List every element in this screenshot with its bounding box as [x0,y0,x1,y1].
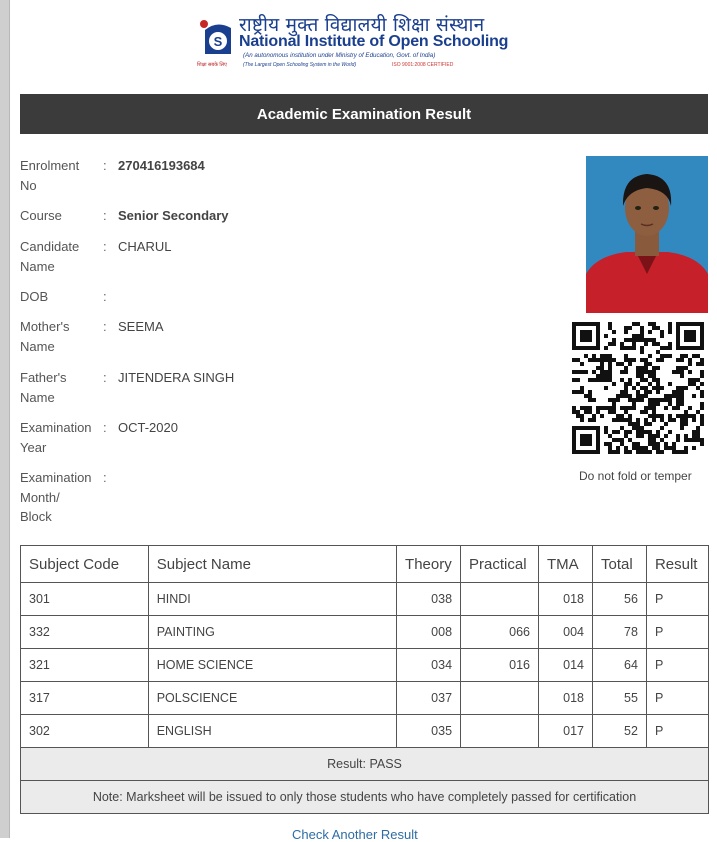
total-marks: 78 [592,616,646,649]
table-header-row [21,546,709,583]
detail-value: OCT-2020 [118,420,178,435]
detail-value: SEEMA [118,319,164,334]
detail-label [20,156,102,195]
subject-name: HOME SCIENCE [148,649,396,682]
detail-colon: : [103,319,107,334]
subject-code: 301 [21,583,149,616]
detail-label-line: No [20,177,37,193]
overall-result: Result: PASS [21,748,709,781]
detail-value: JITENDERA SINGH [118,370,235,385]
detail-label-line: Examination [20,470,92,485]
detail-value: Senior Secondary [118,208,229,223]
practical-marks [461,682,539,715]
detail-label [20,468,102,527]
table-row [21,616,709,649]
result-grade: P [646,616,708,649]
table-row [21,583,709,616]
subject-name: ENGLISH [148,715,396,748]
total-marks: 56 [592,583,646,616]
institute-hindi-name: राष्ट्रीय मुक्त विद्यालयी शिक्षा संस्थान [239,14,485,36]
check-another-result-link[interactable]: Check Another Result [292,827,418,842]
candidate-photo-image [586,156,708,313]
tma-marks: 014 [539,649,593,682]
practical-marks: 016 [461,649,539,682]
total-marks: 55 [592,682,646,715]
subject-code: 321 [21,649,149,682]
tma-marks: 004 [539,616,593,649]
detail-colon: : [103,158,107,173]
table-row [21,715,709,748]
detail-label-line: Month/ [20,489,60,505]
detail-label [20,237,102,276]
theory-marks: 008 [397,616,461,649]
detail-label [20,368,102,407]
certification-note: Note: Marksheet will be issued to only those students who have completely passed for certification [21,781,709,814]
marks-table [20,545,709,814]
table-row [21,682,709,715]
header-subject-code: Subject Code [21,546,149,583]
subject-name: POLSCIENCE [148,682,396,715]
page-title: Academic Examination Result [20,94,708,134]
detail-label-line: Year [20,439,47,455]
total-marks: 52 [592,715,646,748]
practical-marks [461,715,539,748]
iso-certification: ISO 9001:2008 CERTIFIED [392,62,454,68]
detail-colon: : [103,370,107,385]
detail-label-line: Name [20,338,55,354]
theory-marks: 034 [397,649,461,682]
header-tma: TMA [539,546,593,583]
detail-label-line: Block [20,509,52,524]
detail-label-line: Candidate [20,239,80,254]
detail-label-line: Examination [20,420,92,435]
fold-notice: Do not fold or temper [579,469,692,483]
window-edge [0,0,10,838]
qr-code-icon [572,322,704,454]
header-subject-name: Subject Name [148,546,396,583]
result-grade: P [646,649,708,682]
subject-name: HINDI [148,583,396,616]
logo-caption: शिक्षा सबके लिए [197,62,227,68]
detail-value: 270416193684 [118,158,205,173]
theory-marks: 038 [397,583,461,616]
detail-label-line: Father's [20,370,67,385]
note-row [21,781,709,814]
detail-label [20,418,102,457]
detail-label [20,287,102,307]
open-schooling-text: Open Schooling [388,33,509,50]
institute-tagline: (The Largest Open Schooling System in the World) [243,62,357,68]
subject-code: 332 [21,616,149,649]
result-row [21,748,709,781]
detail-label-line: DOB [20,289,49,304]
institute-subline: (An autonomous institution under Ministry of Education, Govt. of India) [243,52,436,59]
header-practical: Practical [461,546,539,583]
practical-marks [461,583,539,616]
detail-colon: : [103,239,107,254]
detail-colon: : [103,289,107,304]
theory-marks: 035 [397,715,461,748]
detail-colon: : [103,208,107,223]
tma-marks: 018 [539,682,593,715]
subject-code: 302 [21,715,149,748]
result-grade: P [646,583,708,616]
subject-name: PAINTING [148,616,396,649]
detail-label [20,317,102,356]
result-grade: P [646,715,708,748]
detail-label-line: Enrolment [20,158,80,173]
practical-marks: 066 [461,616,539,649]
detail-label [20,206,102,226]
header-theory: Theory [397,546,461,583]
tma-marks: 018 [539,583,593,616]
institute-english-name: National Institute of Open Schooling [239,33,509,50]
detail-colon: : [103,470,107,485]
detail-label-line: Mother's [20,319,70,334]
detail-label-line: Course [20,208,62,223]
svg-text:S: S [213,34,223,49]
detail-label-line: Name [20,389,55,405]
table-row [21,649,709,682]
total-marks: 64 [592,649,646,682]
detail-value: CHARUL [118,239,172,254]
result-grade: P [646,682,708,715]
tma-marks: 017 [539,715,593,748]
detail-colon: : [103,420,107,435]
subject-code: 317 [21,682,149,715]
theory-marks: 037 [397,682,461,715]
candidate-photo [586,156,708,313]
header-result: Result [646,546,708,583]
header-total: Total [592,546,646,583]
detail-label-line: Name [20,258,55,274]
nios-header [197,10,512,70]
